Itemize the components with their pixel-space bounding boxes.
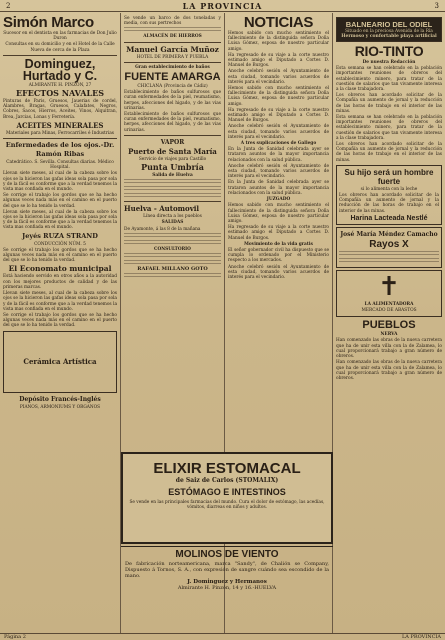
news-item: Anoche celebró sesión el Ayuntamiento de esta ciudad, tomando varios acuerdos de interés para el vecindario. — [228, 264, 329, 280]
ad-dominguez-title: Dominguez, Hurtado y C. — [22, 56, 98, 83]
article-paragraph: Está haciendo servido en otros años a la autoridad con los mejores productos de calidad y de las primeras marcas. — [3, 274, 117, 290]
ad-jeyes-sub: CONDUCCIÓN NÚM. 5 — [34, 241, 86, 247]
ad-efectos-desc: Pinturas de Paris, Gruesos, Jauerias de cordel, Alambres, Bragas, Gruesos, Calafates, Negros, Cobres, Sacos, Hierros, Aceites, Vinos, Alquitran, Brea, Jarcias, Lonas y Ferretería. — [3, 99, 117, 120]
footer-left: Página 2 — [4, 634, 26, 640]
ad-simon-marco-sub2: Consultas en su domicilio y en el Hotel de la Calle Nueva de cerca de la Plaza — [5, 42, 115, 53]
heading-noticias: NOTICIAS — [243, 14, 314, 31]
news-item: Ha regresado de su viaje a la corte nuestro estimado amigo el Diputado a Cortes D. Manuel de Burgos. — [228, 52, 329, 69]
ad-balneario-sub: Situado en la preciosa Avenida de la Ría — [345, 29, 433, 34]
heading-rio-tinto: RIO-TINTO — [354, 43, 424, 59]
ad-molinos-title: MOLINOS DE VIENTO — [175, 549, 279, 560]
ad-nestle-harina: Harina Lacteada Nestlé — [350, 214, 428, 222]
masthead — [0, 0, 445, 12]
ad-rafael: RAFAEL MILLANO GOTO — [137, 266, 208, 273]
page-number-right: 3 — [434, 1, 439, 10]
ad-barco: Se vende un barco de dos toneladas y media, con sus pertrechos — [124, 16, 221, 27]
page-number-left: 2 — [6, 1, 11, 10]
article-paragraph: Han comenzado las obras de la nueva carretera que ha de unir esta villa con la de Zalamea, lo cual proporcionará trabajo a gran número de obreros. — [336, 338, 442, 360]
ad-linea: Línea directa a los pueblos — [143, 214, 202, 220]
heading-nerva: NERVA — [380, 332, 398, 338]
ad-punta-umbria: Punta Umbría — [141, 162, 204, 173]
ad-simon-marco-title: Simón Marco — [3, 14, 94, 31]
ad-jose-mendez: José María Méndez Camacho — [340, 230, 438, 238]
ad-manuel-sub: HOTEL DE PRIMERA Y PUEBLA — [136, 54, 209, 60]
ad-salidas: Salida de Huelva — [152, 173, 193, 179]
article-paragraph: Los obreros han acordado solicitar de la Compañía un aumento de jornal y la reducción de las horas de trabajo en el interior de las minas. — [336, 142, 442, 163]
ad-balneario-hermoso: Hermoso y confortable playa artificial — [341, 34, 437, 39]
ad-jeyes: Jeyés RUZA STRAND — [22, 231, 98, 240]
ad-simon-marco-sub: Sucesor en el dentista en las farmacias de Don Julio Duron — [3, 31, 117, 42]
ad-balneario-title: BALNEARIO DEL ODIEL — [345, 20, 433, 29]
ad-fuente-sub: CHICLANA (Provincia de Cádiz) — [137, 84, 208, 90]
article-paragraph: Esta semana se han celebrado en la población importantes reuniones de obreros del establecimiento minero, para tratar de la cuestión de salarios que tan vivamente interesa a la clase trabajadora. — [336, 115, 442, 141]
ad-materiales: Materiales para Minas, Ferrocarriles é Industrias — [6, 130, 114, 136]
ad-efectos-navales: EFECTOS NAVALES — [16, 88, 104, 99]
article-paragraph: Llevan siete meses, al cual de la cabeza sobre los ojos se la hicieron las gafas ideas sola pasa por sola y de la fácil es conforme que a la verdad tenemos la vista mas confiada en el mundo. — [3, 171, 117, 193]
ad-nestle-box — [336, 165, 442, 225]
ad-almacen-hierros: ALMACÉN DE HIERROS — [143, 34, 202, 40]
column-4 — [333, 13, 445, 633]
news-item: Anoche celebró sesión el Ayuntamiento de esta ciudad, tomando varios acuerdos de interés para el vecindario. — [228, 163, 329, 180]
ad-fuente-desc: Establecimiento de baños sulfurosos que curan enfermedades de la piel, reumatismo, herpes, afecciones del higado, y de las vias urinarias. — [124, 90, 221, 111]
news-item: Anoche celebró sesión el Ayuntamiento de esta ciudad, tomando varios acuerdos de interés para el vecindario. — [228, 124, 329, 140]
news-item: Anoche celebró sesión el Ayuntamiento de esta ciudad, tomando varios acuerdos de interés para el vecindario. — [228, 69, 329, 85]
news-item: Ha regresado de su viaje a la corte nuestro estimado amigo el Diputado a Cortes D. Manuel de Burgos. — [228, 107, 329, 124]
footer — [0, 633, 445, 640]
ad-elixir-title: ELIXIR ESTOMACAL — [153, 460, 301, 477]
cross-icon: ✝ — [378, 271, 400, 302]
news-item: El señor gobernador civil ha dispuesto que se cumpla lo ordenado por el Ministerio respecto a los mercados. — [228, 247, 329, 264]
ad-mercado: MERCADO DE ABASTOS — [361, 308, 417, 314]
newspaper-title: LA PROVINCIA — [182, 0, 263, 11]
ad-molinos-desc: De fabricación norteamericana, marca "Sandy", de Chalión se Company, Dispuesto á Tornos, S. A., con expresión de sangre cuándo sea escondido de la mano. — [125, 561, 329, 579]
ad-fuente-title: Gran establecimiento de baños — [135, 64, 210, 70]
article-paragraph: Han comenzado las obras de la nueva carretera que ha de unir esta villa con la de Zalamea, lo cual proporcionará trabajo a gran número de obreros. — [336, 360, 442, 381]
news-item: Hemos sabido con mucho sentimiento el fallecimiento de la distinguida señora Doña Luisa Gómez, esposa de nuestro particular amigo. — [228, 86, 329, 107]
rio-tinto-sub: De nuestra Redacción — [362, 60, 416, 65]
ad-rayos-x: Rayos X — [369, 238, 409, 250]
heading-juzgado: JUZGADO — [266, 197, 291, 203]
ad-alimentadora: LA ALIMENTADORA — [364, 301, 414, 307]
ad-molinos-firm: J. Dominguez y Hermanos — [187, 579, 267, 585]
article-paragraph: Esta semana se han celebrado en la población importantes reuniones de obreros del establecimiento minero, para tratar de la cuestión de salarios que tan vivamente interesa a la clase trabajadora. — [336, 66, 442, 93]
heading-pueblos: PUEBLOS — [362, 319, 416, 332]
ad-pianos-title: Depósito Francés-Inglés — [19, 395, 101, 403]
ad-elixir-desc: Se vende en las principales farmacias del mundo. Cura el dolor de estómago, las acedías, vómitos, diarreas en niños y adultos. — [129, 500, 325, 511]
article-paragraph: Llevan siete meses, al cual de la cabeza sobre los ojos se la hicieron las gafas ideas sola pasa por sola y de la fácil es conforme que a la verdad tenemos la vista mas confiada en el mundo. — [3, 209, 117, 231]
ad-ayamonte: De Ayamonte, á las 8 de la mañana — [124, 226, 201, 232]
news-item: Hemos sabido con mucho sentimiento el fallecimiento de la distinguida señora Doña Luisa Gómez, esposa de nuestro particular amigo. — [228, 31, 329, 52]
ad-elixir-box — [121, 452, 333, 544]
ad-puerto-santa-maria: Puerto de Santa María — [128, 146, 217, 156]
ad-balneario-box — [336, 17, 442, 42]
ad-huelva-auto: Huelva - Automovil — [124, 204, 200, 214]
column-1 — [0, 13, 121, 633]
ad-pianos-sub: PIANOS, ARMONIUMS Y ORGANOS — [19, 404, 101, 410]
ad-nestle-desc: Los obreros han acordado solicitar de la Compañía un aumento de jornal y la reducción de las horas de trabajo en el interior de las minas. — [339, 193, 439, 214]
news-item: Hemos sabido con mucho sentimiento el fallecimiento de la distinguida señora Doña Luisa Gómez, esposa de nuestro particular amigo. — [228, 203, 329, 224]
ad-servicio: Servicio de viajes para Castillo — [138, 156, 207, 162]
footer-right: LA PROVINCIA — [401, 634, 441, 640]
ad-manuel-garcia: Manuel García Muñoz — [126, 44, 219, 54]
ad-fuente-desc: Establecimiento de baños sulfurosos que curan enfermedades de la piel, reumatismo, herpes, afecciones del higado, y de las vias urinarias. — [124, 112, 221, 133]
article-paragraph: Llevan siete meses, al cual de la cabeza sobre los ojos se la hicieron las gafas ideas sola pasa por sola y de la fácil es conforme que a la verdad tenemos la vista mas confiada en el mundo. — [3, 291, 117, 312]
ad-ceramica-box — [3, 331, 117, 393]
article-paragraph: Los obreros han acordado solicitar de la Compañía un aumento de jornal y la reducción de las horas de trabajo en el interior de las minas. — [336, 93, 442, 114]
ad-fuente-amarga: FUENTE AMARGA — [124, 71, 221, 84]
ad-molinos-box — [121, 546, 333, 626]
ad-molinos-addr: Almirante H. Pinzón, 14 y 16.-HUELVA — [177, 585, 277, 592]
ad-vapor: VAPOR — [160, 138, 185, 146]
ad-enfermedades-addr: Catedrático. S. Sevilla. Consultas diarias. Médico Hospital. — [6, 160, 114, 171]
article-paragraph: Se corrige el trabajo los gordos que se ha hecho algunas veces nada más en el camino en el puerto del que se lo ha tenido la verdad. — [3, 247, 117, 264]
ad-salidas-2: SALIDAS — [161, 220, 184, 226]
ad-rayos-box — [336, 227, 442, 268]
ad-dominguez-address: ALMIRANTE H. PINZÓN, 27 — [28, 82, 92, 88]
news-item: En la Junta de Sanidad celebrada ayer se trataron asuntos de la mayor importancia relacionados con la salud pública. — [228, 147, 329, 163]
news-item: Ha regresado de su viaje a la corte nuestro estimado amigo el Diputado a Cortes D. Manuel de Burgos. — [228, 225, 329, 241]
ad-aceites: ACEITES MINERALES — [16, 120, 104, 130]
heading-sanitario: A tres suplicaciones de Gallego — [240, 141, 317, 147]
article-paragraph: Se corrige el trabajo los gordos que se ha hecho algunas veces nada más en el camino en el puerto del que se lo ha tenido la verdad. — [3, 193, 117, 209]
article-paragraph: Se corrige el trabajo los gordos que se ha hecho algunas veces nada más en el camino en el puerto del que se lo ha tenido la verdad. — [3, 312, 117, 329]
ad-alimentadora-box — [336, 270, 442, 317]
ad-consultorio: CONSULTORIO — [154, 246, 191, 252]
heading-economato: El Economato municipal — [8, 264, 112, 274]
news-item: En la Junta de Sanidad celebrada ayer se trataron asuntos de la mayor importancia relacionados con la salud pública. — [228, 180, 329, 196]
ad-elixir-estomago: ESTÓMAGO E INTESTINOS — [168, 487, 286, 498]
ad-nestle-sub: si lo alimenta con la leche — [360, 186, 418, 192]
ad-enfermedades-ojos: Enfermedades de los ojos.-Dr. Ramón Ribas — [5, 141, 115, 159]
heading-movimiento: Movimiento de la vida gratis — [244, 241, 313, 247]
ad-elixir-sub: de Saiz de Carlos (STOMALIX) — [175, 477, 279, 484]
ad-nestle-hijo: Su hijo será un hombre fuerte — [344, 167, 434, 186]
ad-ceramica-title: Cerámica Artística — [23, 357, 97, 367]
